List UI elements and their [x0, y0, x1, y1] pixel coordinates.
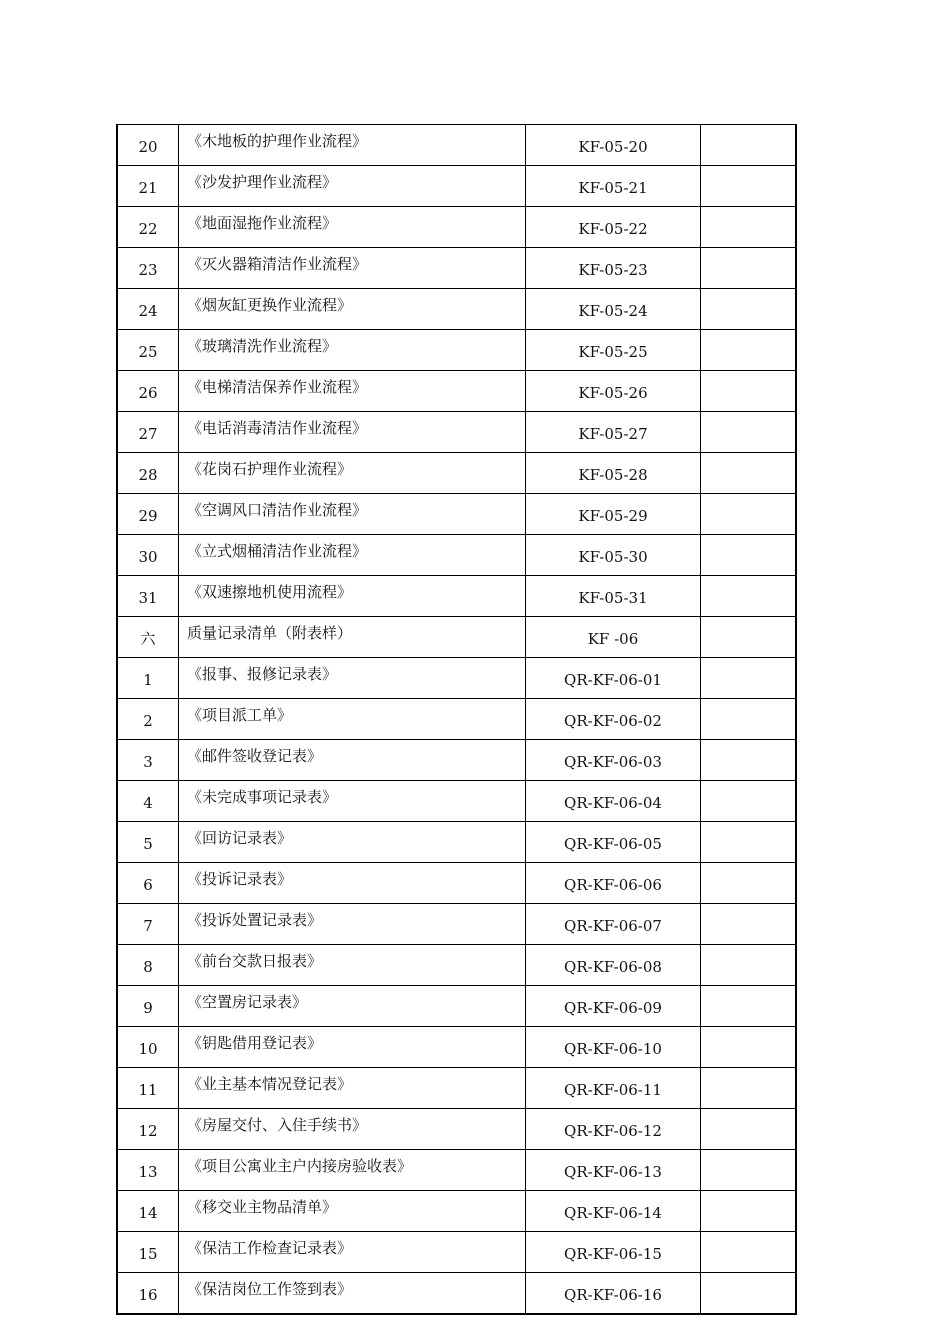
document-title: 《木地板的护理作业流程》: [179, 125, 526, 166]
document-code: KF-05-22: [526, 207, 701, 248]
row-number: 6: [117, 863, 179, 904]
table-row: [117, 1027, 796, 1068]
remarks-cell: [701, 166, 797, 207]
table-row: [117, 1109, 796, 1150]
document-title: 《房屋交付、入住手续书》: [179, 1109, 526, 1150]
table-row: [117, 740, 796, 781]
document-title: 《报事、报修记录表》: [179, 658, 526, 699]
table-row: [117, 1273, 796, 1315]
document-code: QR-KF-06-06: [526, 863, 701, 904]
table-row: [117, 945, 796, 986]
row-number: 10: [117, 1027, 179, 1068]
document-title: 《前台交款日报表》: [179, 945, 526, 986]
row-number: 25: [117, 330, 179, 371]
row-number: 2: [117, 699, 179, 740]
remarks-cell: [701, 1273, 797, 1315]
remarks-cell: [701, 740, 797, 781]
document-code: KF-05-20: [526, 125, 701, 166]
document-title: 《保洁岗位工作签到表》: [179, 1273, 526, 1315]
table-row: [117, 330, 796, 371]
remarks-cell: [701, 494, 797, 535]
remarks-cell: [701, 945, 797, 986]
document-code: KF-05-25: [526, 330, 701, 371]
row-number: 12: [117, 1109, 179, 1150]
remarks-cell: [701, 1232, 797, 1273]
remarks-cell: [701, 535, 797, 576]
document-title: 《立式烟桶清洁作业流程》: [179, 535, 526, 576]
table-row: [117, 535, 796, 576]
row-number: 15: [117, 1232, 179, 1273]
document-title: 《移交业主物品清单》: [179, 1191, 526, 1232]
document-title: 《地面湿拖作业流程》: [179, 207, 526, 248]
document-title: 《保洁工作检查记录表》: [179, 1232, 526, 1273]
document-title: 《空置房记录表》: [179, 986, 526, 1027]
document-code: KF-05-21: [526, 166, 701, 207]
table-row: [117, 125, 796, 166]
table-row: [117, 453, 796, 494]
row-number: 六: [117, 617, 179, 658]
document-code: QR-KF-06-13: [526, 1150, 701, 1191]
table-row: [117, 1232, 796, 1273]
table-row: [117, 617, 796, 658]
remarks-cell: [701, 576, 797, 617]
table-row: [117, 781, 796, 822]
document-code: QR-KF-06-05: [526, 822, 701, 863]
document-title: 《钥匙借用登记表》: [179, 1027, 526, 1068]
document-code: KF-05-28: [526, 453, 701, 494]
remarks-cell: [701, 1109, 797, 1150]
table-row: [117, 699, 796, 740]
document-code: KF-05-24: [526, 289, 701, 330]
table-row: [117, 576, 796, 617]
remarks-cell: [701, 781, 797, 822]
document-code: KF-05-26: [526, 371, 701, 412]
document-title: 《项目公寓业主户内接房验收表》: [179, 1150, 526, 1191]
row-number: 13: [117, 1150, 179, 1191]
row-number: 24: [117, 289, 179, 330]
table-body: [117, 125, 796, 1315]
table-row: [117, 494, 796, 535]
document-title: 《电话消毒清洁作业流程》: [179, 412, 526, 453]
document-list-table: [116, 124, 797, 1315]
table-row: [117, 289, 796, 330]
row-number: 1: [117, 658, 179, 699]
row-number: 5: [117, 822, 179, 863]
row-number: 16: [117, 1273, 179, 1315]
row-number: 30: [117, 535, 179, 576]
document-code: QR-KF-06-04: [526, 781, 701, 822]
document-title: 质量记录清单（附表样）: [179, 617, 526, 658]
table-row: [117, 822, 796, 863]
row-number: 4: [117, 781, 179, 822]
remarks-cell: [701, 248, 797, 289]
document-code: QR-KF-06-11: [526, 1068, 701, 1109]
remarks-cell: [701, 699, 797, 740]
document-code: QR-KF-06-01: [526, 658, 701, 699]
document-code: QR-KF-06-02: [526, 699, 701, 740]
document-title: 《空调风口清洁作业流程》: [179, 494, 526, 535]
document-title: 《花岗石护理作业流程》: [179, 453, 526, 494]
remarks-cell: [701, 904, 797, 945]
row-number: 14: [117, 1191, 179, 1232]
document-title: 《邮件签收登记表》: [179, 740, 526, 781]
remarks-cell: [701, 1027, 797, 1068]
table-row: [117, 412, 796, 453]
remarks-cell: [701, 207, 797, 248]
remarks-cell: [701, 371, 797, 412]
remarks-cell: [701, 125, 797, 166]
document-title: 《电梯清洁保养作业流程》: [179, 371, 526, 412]
document-code: QR-KF-06-15: [526, 1232, 701, 1273]
table-row: [117, 904, 796, 945]
document-title: 《玻璃清洗作业流程》: [179, 330, 526, 371]
document-code: KF-05-30: [526, 535, 701, 576]
document-title: 《业主基本情况登记表》: [179, 1068, 526, 1109]
row-number: 31: [117, 576, 179, 617]
remarks-cell: [701, 412, 797, 453]
table-row: [117, 166, 796, 207]
row-number: 21: [117, 166, 179, 207]
row-number: 7: [117, 904, 179, 945]
table-row: [117, 1191, 796, 1232]
row-number: 26: [117, 371, 179, 412]
document-title: 《投诉记录表》: [179, 863, 526, 904]
document-title: 《灭火器箱清洁作业流程》: [179, 248, 526, 289]
document-title: 《双速擦地机使用流程》: [179, 576, 526, 617]
document-code: QR-KF-06-12: [526, 1109, 701, 1150]
document-code: QR-KF-06-09: [526, 986, 701, 1027]
row-number: 20: [117, 125, 179, 166]
document-code: KF-05-31: [526, 576, 701, 617]
remarks-cell: [701, 1150, 797, 1191]
remarks-cell: [701, 1068, 797, 1109]
document-code: KF-05-29: [526, 494, 701, 535]
table-row: [117, 1150, 796, 1191]
remarks-cell: [701, 617, 797, 658]
row-number: 23: [117, 248, 179, 289]
remarks-cell: [701, 986, 797, 1027]
table-row: [117, 371, 796, 412]
table-row: [117, 207, 796, 248]
row-number: 28: [117, 453, 179, 494]
row-number: 9: [117, 986, 179, 1027]
remarks-cell: [701, 1191, 797, 1232]
document-code: QR-KF-06-08: [526, 945, 701, 986]
remarks-cell: [701, 289, 797, 330]
table-row: [117, 863, 796, 904]
table-row: [117, 1068, 796, 1109]
remarks-cell: [701, 822, 797, 863]
remarks-cell: [701, 453, 797, 494]
document-code: QR-KF-06-14: [526, 1191, 701, 1232]
row-number: 8: [117, 945, 179, 986]
remarks-cell: [701, 863, 797, 904]
table-row: [117, 658, 796, 699]
document-title: 《回访记录表》: [179, 822, 526, 863]
document-code: KF -06: [526, 617, 701, 658]
document-title: 《烟灰缸更换作业流程》: [179, 289, 526, 330]
table-row: [117, 986, 796, 1027]
table-row: [117, 248, 796, 289]
row-number: 3: [117, 740, 179, 781]
document-code: KF-05-27: [526, 412, 701, 453]
row-number: 29: [117, 494, 179, 535]
row-number: 11: [117, 1068, 179, 1109]
document-title: 《项目派工单》: [179, 699, 526, 740]
document-code: QR-KF-06-03: [526, 740, 701, 781]
row-number: 27: [117, 412, 179, 453]
document-title: 《沙发护理作业流程》: [179, 166, 526, 207]
document-title: 《投诉处置记录表》: [179, 904, 526, 945]
document-code: QR-KF-06-07: [526, 904, 701, 945]
document-title: 《未完成事项记录表》: [179, 781, 526, 822]
remarks-cell: [701, 330, 797, 371]
document-code: QR-KF-06-10: [526, 1027, 701, 1068]
document-code: KF-05-23: [526, 248, 701, 289]
remarks-cell: [701, 658, 797, 699]
row-number: 22: [117, 207, 179, 248]
document-code: QR-KF-06-16: [526, 1273, 701, 1315]
